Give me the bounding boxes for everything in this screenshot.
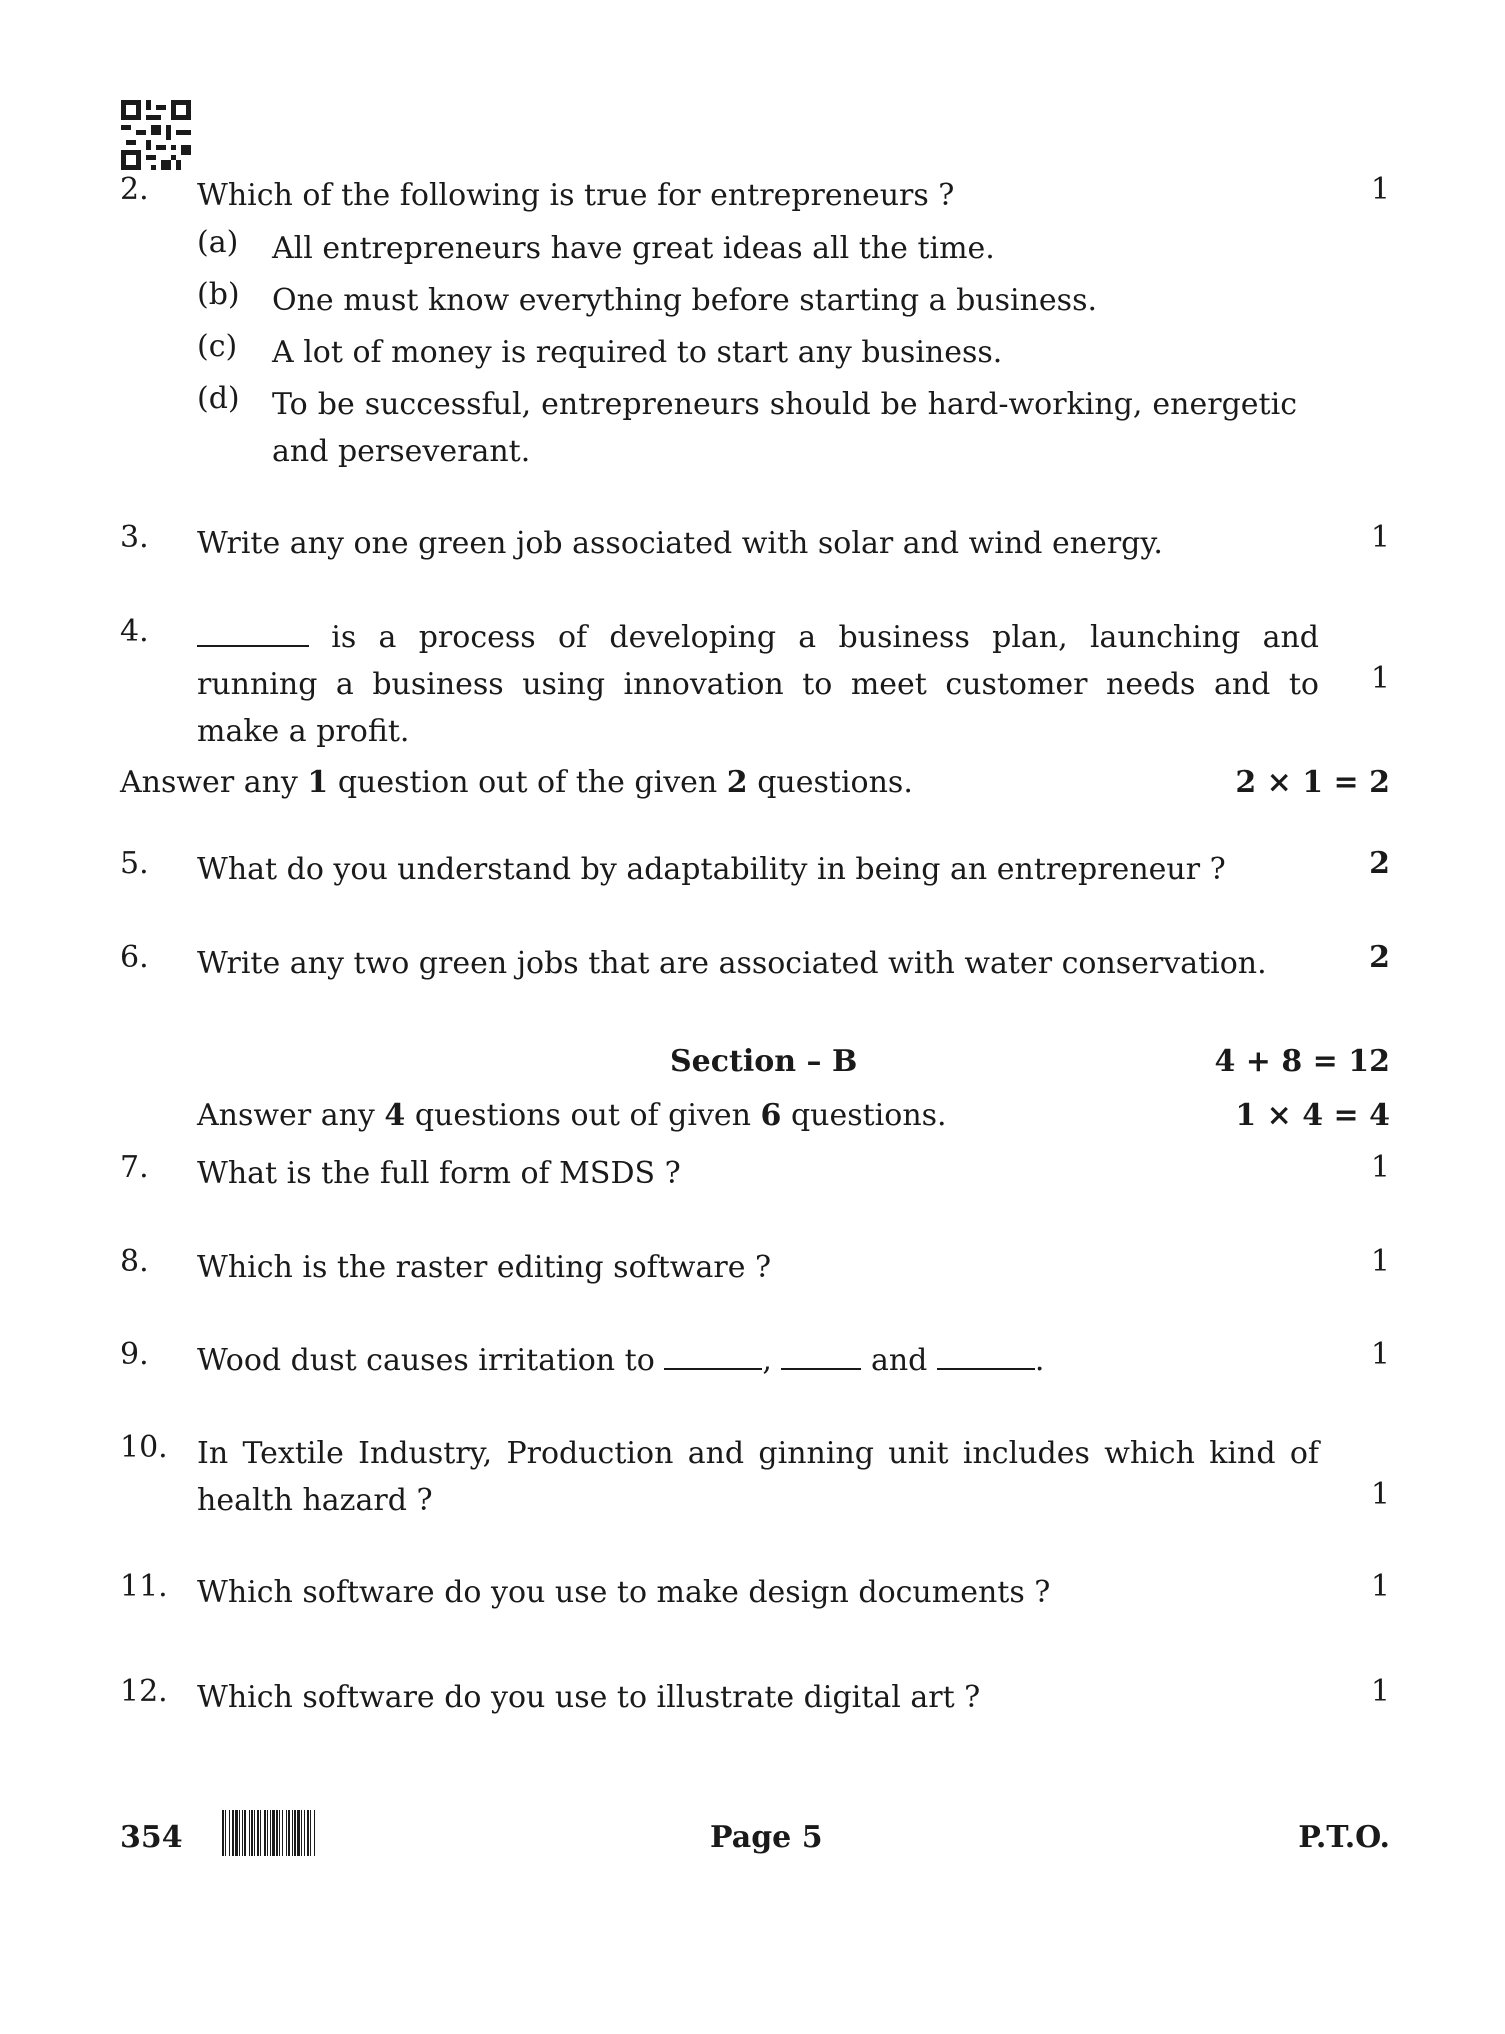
option-text: One must know everything before starting a business. xyxy=(272,283,1097,318)
question-number: 5. xyxy=(120,846,149,881)
question-marks: 1 xyxy=(1370,1244,1390,1279)
question-text: What is the full form of MSDS ? xyxy=(197,1156,681,1191)
question-marks: 2 xyxy=(1369,940,1390,975)
question-marks: 1 xyxy=(1370,1337,1390,1372)
question-number: 10. xyxy=(120,1430,168,1465)
question-number: 2. xyxy=(120,172,149,207)
instruction-mid: question out of the given xyxy=(337,765,718,800)
instruction-count: 4 xyxy=(384,1098,406,1133)
option-d xyxy=(120,381,1390,477)
instruction-count: 1 xyxy=(307,765,329,800)
option-label: (c) xyxy=(197,329,238,364)
instruction-marks: 2 × 1 = 2 xyxy=(1235,765,1390,800)
option-c xyxy=(120,329,1390,381)
question-2-options xyxy=(120,225,1390,477)
question-number: 4. xyxy=(120,614,149,649)
question-number: 8. xyxy=(120,1244,149,1279)
question-number: 9. xyxy=(120,1337,149,1372)
option-b xyxy=(120,277,1390,329)
question-text: What do you understand by adaptability in being an entrepreneur ? xyxy=(197,852,1226,887)
instruction-text xyxy=(197,1098,947,1133)
option-text: To be successful, entrepreneurs should be hard-working, energetic and perseverant. xyxy=(272,387,1297,469)
question-number: 7. xyxy=(120,1150,149,1185)
fill-blank xyxy=(781,1341,861,1370)
question-marks: 1 xyxy=(1370,172,1390,207)
section-marks: 4 + 8 = 12 xyxy=(1214,1044,1390,1079)
question-number: 11. xyxy=(120,1569,168,1604)
option-text: A lot of money is required to start any business. xyxy=(272,335,1003,370)
option-a xyxy=(120,225,1390,277)
question-number: 6. xyxy=(120,940,149,975)
question-text: Which software do you use to illustrate digital art ? xyxy=(197,1680,981,1715)
question-text: In Textile Industry, Production and ginning unit includes which kind of health hazard ? xyxy=(197,1436,1319,1518)
question-10 xyxy=(120,1430,1390,1530)
instruction-pre: Answer any xyxy=(120,765,298,800)
question-text: Wood dust causes irritation to xyxy=(197,1343,655,1378)
instruction-total: 6 xyxy=(760,1098,782,1133)
page-number: Page 5 xyxy=(710,1820,823,1855)
question-text: Which is the raster editing software ? xyxy=(197,1250,772,1285)
question-number: 3. xyxy=(120,520,149,555)
question-text: Which software do you use to make design documents ? xyxy=(197,1575,1051,1610)
question-marks: 1 xyxy=(1370,1150,1390,1185)
paper-code: 354 xyxy=(120,1820,183,1855)
option-text: All entrepreneurs have great ideas all the time. xyxy=(272,231,995,266)
fill-blank xyxy=(937,1341,1035,1370)
qr-code-icon xyxy=(121,100,191,170)
question-marks: 1 xyxy=(1370,661,1390,696)
question-text: Which of the following is true for entrepreneurs ? xyxy=(197,178,955,213)
instruction-post: questions. xyxy=(790,1098,947,1133)
fill-blank xyxy=(197,618,309,647)
option-label: (d) xyxy=(197,381,240,416)
option-label: (a) xyxy=(197,225,239,260)
question-text: is a process of developing a business plan, launching and running a business using innovation to meet customer needs and to make a profit. xyxy=(197,620,1319,749)
option-label: (b) xyxy=(197,277,240,312)
instruction-total: 2 xyxy=(726,765,748,800)
question-marks: 1 xyxy=(1370,1674,1390,1709)
fill-blank xyxy=(664,1341,762,1370)
instruction-text xyxy=(120,765,913,800)
question-text-wrap xyxy=(197,1337,1317,1384)
barcode-icon xyxy=(222,1810,447,1856)
instruction-pre: Answer any xyxy=(197,1098,375,1133)
blank-terminator: . xyxy=(1034,1343,1045,1378)
instruction-mid: questions out of given xyxy=(414,1098,751,1133)
question-text: Write any one green job associated with solar and wind energy. xyxy=(197,526,1163,561)
section-title: Section – B xyxy=(670,1044,858,1079)
question-number: 12. xyxy=(120,1674,168,1709)
question-marks: 1 xyxy=(1370,520,1390,555)
pto-label: P.T.O. xyxy=(1298,1820,1390,1855)
question-marks: 1 xyxy=(1370,1477,1390,1512)
question-text: Write any two green jobs that are associated with water conservation. xyxy=(197,946,1267,981)
question-text-wrap xyxy=(197,614,1319,755)
instruction-marks: 1 × 4 = 4 xyxy=(1235,1098,1390,1133)
question-4 xyxy=(120,614,1390,749)
instruction-post: questions. xyxy=(757,765,913,800)
question-marks: 1 xyxy=(1370,1569,1390,1604)
blank-separator: , xyxy=(762,1343,772,1378)
question-marks: 2 xyxy=(1369,846,1390,881)
question-text-and: and xyxy=(870,1343,928,1378)
